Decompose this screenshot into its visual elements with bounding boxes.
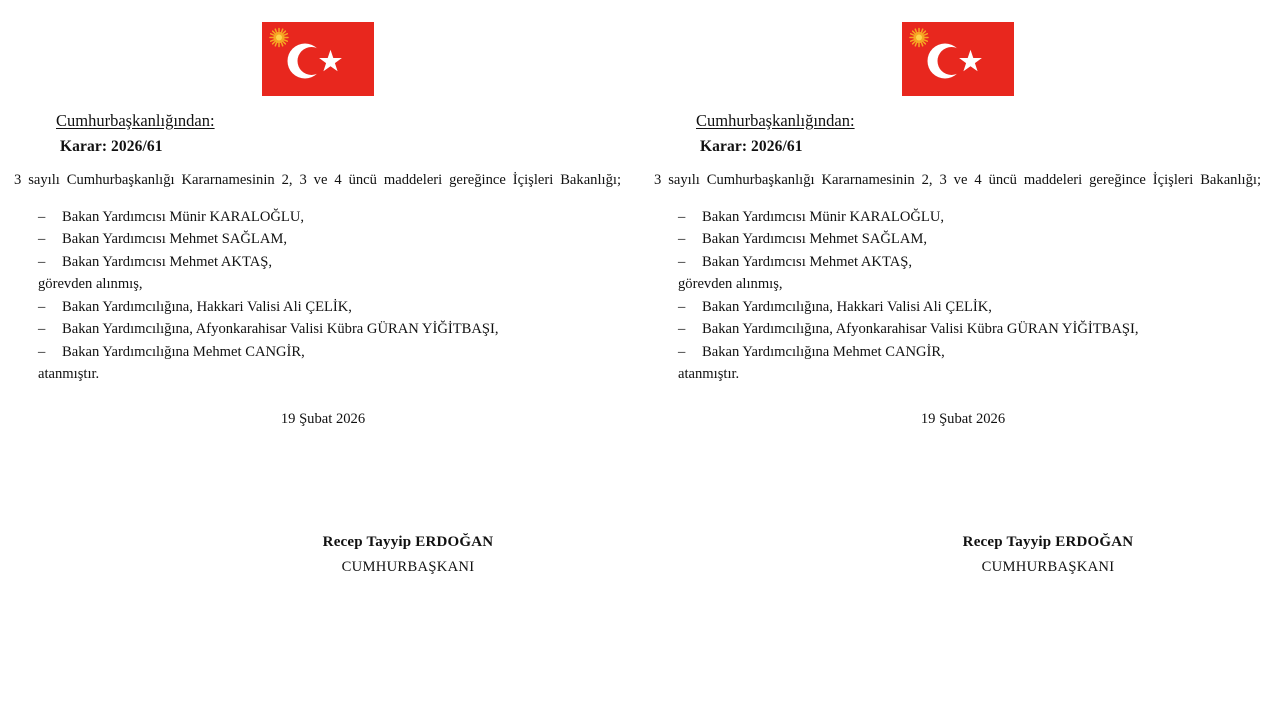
intro-paragraph: 3 sayılı Cumhurbaşkanlığı Kararnamesinin 2, 3 ve 4 üncü maddeleri gereğince İçişleri Bakanlığı; (14, 172, 621, 188)
bullet-dash-icon: – (38, 208, 46, 225)
list-item (14, 255, 621, 278)
bullet-dash-icon: – (678, 208, 686, 225)
decree-date: 19 Şubat 2026 (280, 411, 366, 427)
header-block (654, 110, 1262, 156)
signature-block (640, 534, 1280, 576)
bullet-dash-icon: – (678, 343, 686, 360)
list-item (14, 232, 621, 255)
signatory-name: Recep Tayyip ERDOĞAN (962, 534, 1134, 550)
appointed-list (654, 300, 1261, 390)
list-item (14, 345, 621, 368)
document-page-right (640, 0, 1280, 720)
turkish-flag (902, 22, 1014, 96)
turkish-flag-svg (902, 22, 1014, 96)
list-item-label: Bakan Yardımcısı Mehmet SAĞLAM, (62, 231, 287, 248)
list-item-label: Bakan Yardımcısı Mehmet AKTAŞ, (702, 253, 913, 270)
list-item-label: Bakan Yardımcısı Münir KARALOĞLU, (62, 208, 305, 225)
dismissed-closing: görevden alınmış, (38, 276, 143, 293)
list-item (14, 300, 621, 323)
list-item (14, 210, 621, 233)
list-item-label: Bakan Yardımcılığına, Hakkari Valisi Ali ÇELİK, (702, 298, 992, 315)
decision-number: Karar: 2026/61 (700, 138, 803, 156)
list-item-label: Bakan Yardımcılığına, Hakkari Valisi Ali ÇELİK, (62, 298, 352, 315)
signatory-title: CUMHURBAŞKANI (981, 559, 1115, 576)
issuer-line: Cumhurbaşkanlığından: (696, 111, 855, 130)
list-item-label: Bakan Yardımcısı Mehmet SAĞLAM, (702, 231, 927, 248)
list-item-label: Bakan Yardımcılığına Mehmet CANGİR, (702, 343, 945, 360)
signatory-name: Recep Tayyip ERDOĞAN (322, 534, 494, 550)
list-item (654, 345, 1261, 368)
appointed-closing: atanmıştır. (678, 366, 740, 383)
appointed-closing: atanmıştır. (38, 366, 100, 383)
dismissed-list (14, 210, 621, 300)
list-item-label: Bakan Yardımcısı Münir KARALOĞLU, (702, 208, 945, 225)
bullet-dash-icon: – (678, 253, 686, 270)
list-item (654, 322, 1261, 345)
bullet-dash-icon: – (38, 343, 46, 360)
sun-emblem-icon (270, 29, 288, 47)
signature-block (0, 534, 640, 576)
bullet-dash-icon: – (38, 321, 46, 338)
list-item (654, 210, 1261, 233)
header-block (14, 110, 622, 156)
bullet-dash-icon: – (678, 231, 686, 248)
list-item (654, 255, 1261, 278)
bullet-dash-icon: – (678, 298, 686, 315)
dismissed-list (654, 210, 1261, 300)
bullet-dash-icon: – (678, 321, 686, 338)
list-item (654, 232, 1261, 255)
list-item-label: Bakan Yardımcısı Mehmet AKTAŞ, (62, 253, 273, 270)
appointed-list (14, 300, 621, 390)
decree-body (14, 171, 621, 390)
bullet-dash-icon: – (38, 231, 46, 248)
sun-emblem-icon (910, 29, 928, 47)
dismissed-closing: görevden alınmış, (678, 276, 783, 293)
list-item-label: Bakan Yardımcılığına Mehmet CANGİR, (62, 343, 305, 360)
intro-paragraph: 3 sayılı Cumhurbaşkanlığı Kararnamesinin 2, 3 ve 4 üncü maddeleri gereğince İçişleri Bakanlığı; (654, 172, 1261, 188)
signatory-title: CUMHURBAŞKANI (341, 559, 475, 576)
bullet-dash-icon: – (38, 253, 46, 270)
issuer-line: Cumhurbaşkanlığından: (56, 111, 215, 130)
list-item (654, 300, 1261, 323)
bullet-dash-icon: – (38, 298, 46, 315)
decree-body (654, 171, 1261, 390)
decision-number: Karar: 2026/61 (60, 138, 163, 156)
turkish-flag-svg (262, 22, 374, 96)
list-item (14, 322, 621, 345)
list-item-label: Bakan Yardımcılığına, Afyonkarahisar Valisi Kübra GÜRAN YİĞİTBAŞI, (62, 321, 499, 338)
decree-date: 19 Şubat 2026 (920, 411, 1006, 427)
turkish-flag (262, 22, 374, 96)
list-item-label: Bakan Yardımcılığına, Afyonkarahisar Valisi Kübra GÜRAN YİĞİTBAŞI, (702, 321, 1139, 338)
